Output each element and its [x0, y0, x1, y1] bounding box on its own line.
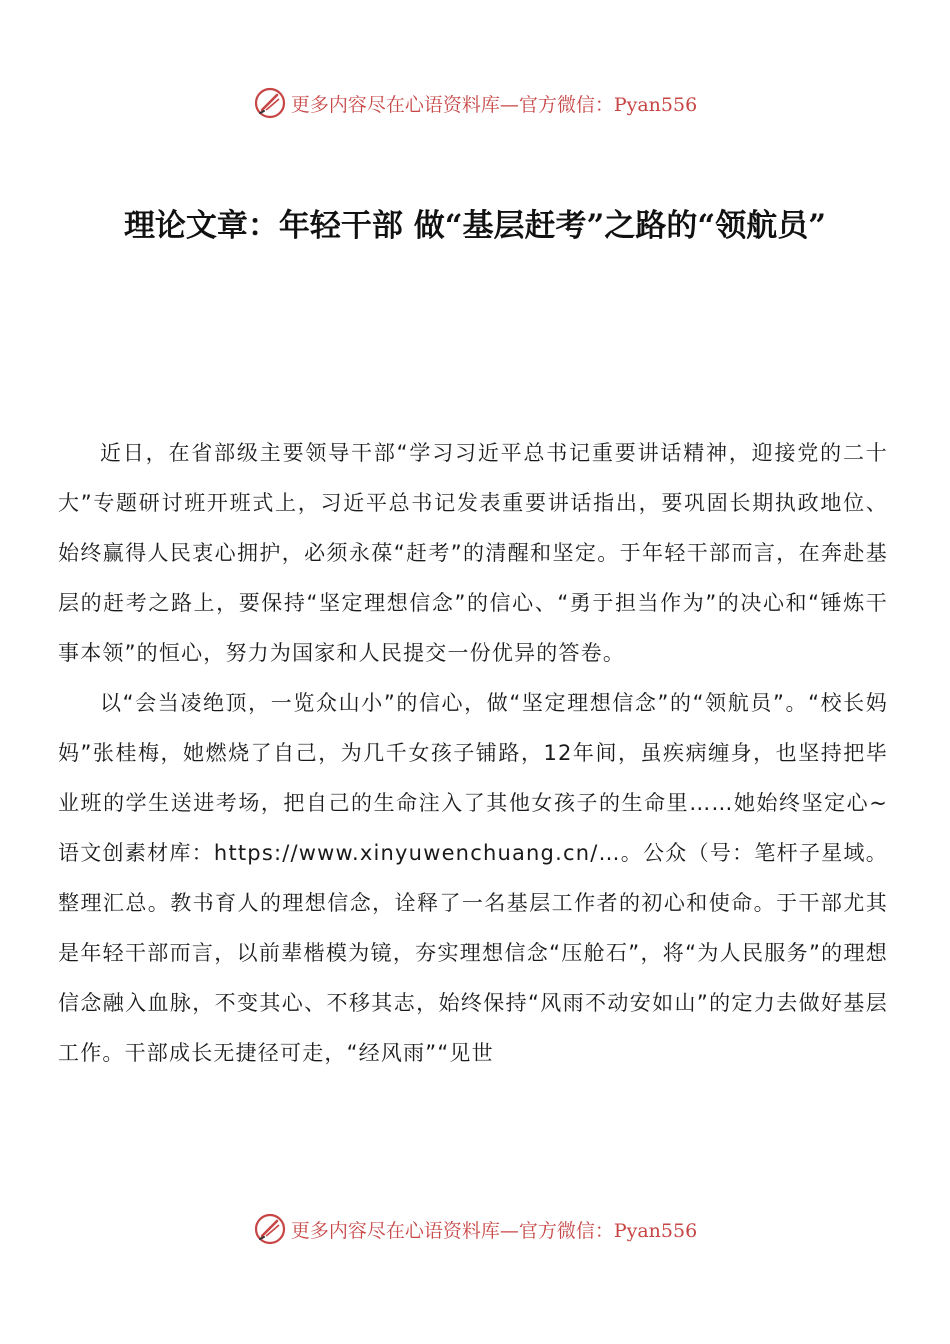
header-banner-text: 更多内容尽在心语资料库—官方微信：Pyan556	[290, 93, 698, 116]
document-title: 理论文章：年轻干部 做“基层赶考”之路的“领航员”	[123, 208, 827, 244]
header-banner	[0, 83, 950, 123]
quill-seal-icon	[253, 1212, 287, 1246]
quill-seal-icon	[253, 86, 287, 120]
footer-banner-text: 更多内容尽在心语资料库—官方微信：Pyan556	[290, 1219, 698, 1242]
footer-banner	[0, 1209, 950, 1249]
body-paragraph: 近日，在省部级主要领导干部“学习习近平总书记重要讲话精神，迎接党的二十大”专题研讨班开班式上，习近平总书记发表重要讲话指出，要巩固长期执政地位、始终赢得人民衷心拥护，必须永葆“赶考”的清醒和坚定。于年轻干部而言，在奔赴基层的赶考之路上，要保持“坚定理想信念”的信心、“勇于担当作为”的决心和“锤炼干事本领”的恒心，努力为国家和人民提交一份优异的答卷。	[58, 441, 888, 665]
body-paragraph: 以“会当凌绝顶，一览众山小”的信心，做“坚定理想信念”的“领航员”。“校长妈妈”张桂梅，她燃烧了自己，为几千女孩子铺路，12年间，虽疾病缠身，也坚持把毕业班的学生送进考场，把自己的生命注入了其他女孩子的生命里……她始终坚定心~语文创素材库：https://www.xinyuwenchuang.cn/…。公众（号：笔杆子星域。整理汇总。教书育人的理想信念，诠释了一名基层工作者的初心和使命。于干部尤其是年轻干部而言，以前辈楷模为镜，夯实理想信念“压舱石”，将“为人民服务”的理想信念融入血脉，不变其心、不移其志，始终保持“风雨不动安如山”的定力去做好基层工作。干部成长无捷径可走，“经风雨”“见世	[58, 691, 888, 1065]
document-body	[58, 428, 888, 1078]
